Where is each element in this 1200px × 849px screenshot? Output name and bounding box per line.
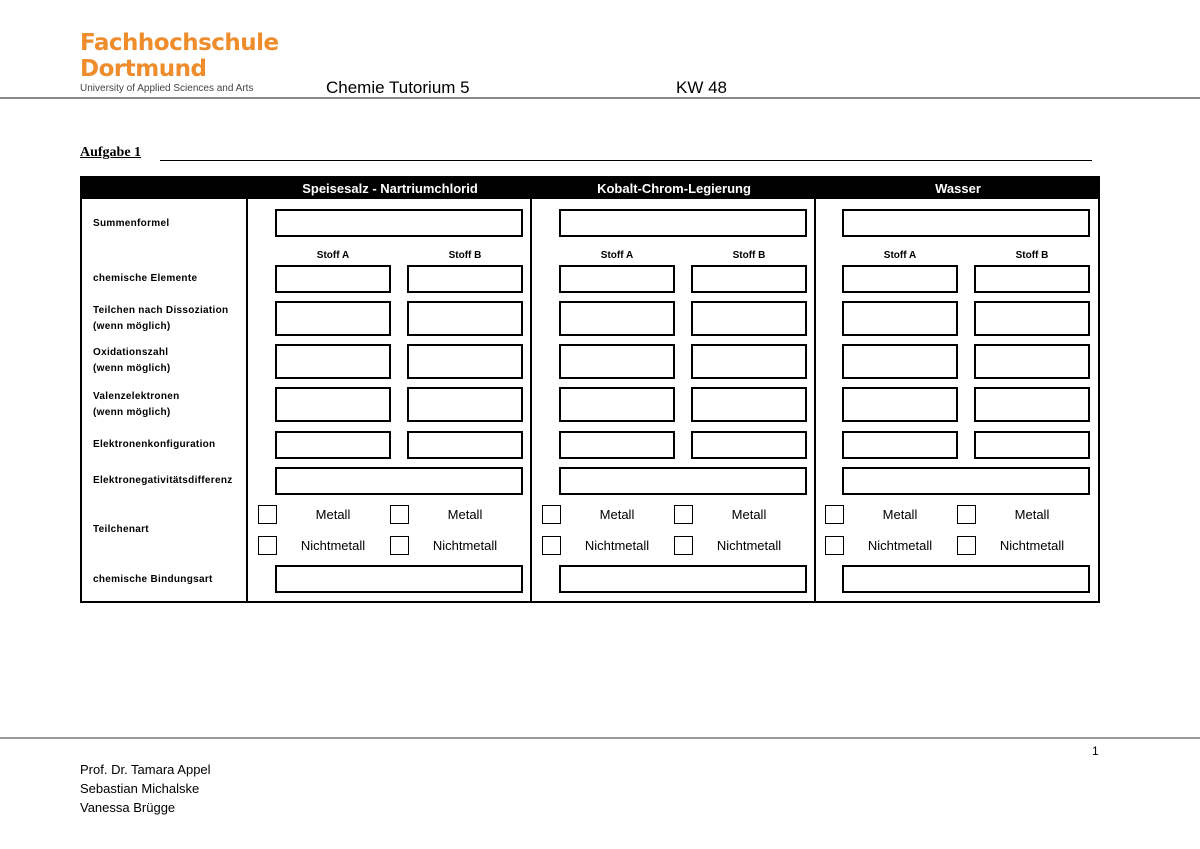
label-metall-a: Metall: [882, 507, 918, 522]
input-konfiguration-b[interactable]: [974, 431, 1090, 459]
label-nichtmetall-a: Nichtmetall: [300, 538, 366, 553]
input-en-differenz[interactable]: [275, 467, 523, 495]
column-divider: [814, 199, 816, 603]
checkbox-nichtmetall-b[interactable]: [390, 536, 409, 555]
checkbox-metall-b[interactable]: [390, 505, 409, 524]
checkbox-metall-b[interactable]: [957, 505, 976, 524]
document-title: Chemie Tutorium 5: [326, 78, 470, 97]
input-oxidation-a[interactable]: [559, 344, 675, 379]
input-oxidation-a[interactable]: [275, 344, 391, 379]
input-bindungsart[interactable]: [842, 565, 1090, 593]
stoff-b-label: Stoff B: [1015, 250, 1049, 261]
logo-line-1: Fachhochschule: [80, 30, 279, 56]
input-valenz-a[interactable]: [842, 387, 958, 422]
checkbox-metall-b[interactable]: [674, 505, 693, 524]
checkbox-metall-a[interactable]: [825, 505, 844, 524]
column-divider: [246, 199, 248, 603]
row-label-valenzelektronen-note: (wenn möglich): [93, 407, 171, 418]
row-label-elemente: chemische Elemente: [93, 273, 198, 284]
input-summenformel[interactable]: [842, 209, 1090, 237]
label-nichtmetall-a: Nichtmetall: [584, 538, 650, 553]
input-bindungsart[interactable]: [559, 565, 807, 593]
input-dissoziation-b[interactable]: [407, 301, 523, 336]
input-konfiguration-a[interactable]: [842, 431, 958, 459]
label-nichtmetall-b: Nichtmetall: [999, 538, 1065, 553]
label-metall-b: Metall: [447, 507, 483, 522]
stoff-a-label: Stoff A: [883, 250, 917, 261]
stoff-a-label: Stoff A: [316, 250, 350, 261]
checkbox-metall-a[interactable]: [542, 505, 561, 524]
input-dissoziation-a[interactable]: [842, 301, 958, 336]
row-label-oxidationszahl: Oxidationszahl: [93, 347, 169, 358]
label-nichtmetall-b: Nichtmetall: [716, 538, 782, 553]
input-valenz-a[interactable]: [559, 387, 675, 422]
row-label-en-differenz: Elektronegativitätsdifferenz: [93, 475, 233, 486]
input-bindungsart[interactable]: [275, 565, 523, 593]
input-summenformel[interactable]: [275, 209, 523, 237]
row-label-dissoziation: Teilchen nach Dissoziation: [93, 305, 229, 316]
logo-subtitle: University of Applied Sciences and Arts: [80, 83, 254, 94]
label-metall-a: Metall: [315, 507, 351, 522]
header-divider: [0, 97, 1200, 99]
label-nichtmetall-a: Nichtmetall: [867, 538, 933, 553]
input-elemente-b[interactable]: [691, 265, 807, 293]
input-en-differenz[interactable]: [559, 467, 807, 495]
task-heading-rule: [160, 160, 1092, 161]
row-label-teilchenart: Teilchenart: [93, 524, 149, 535]
input-oxidation-b[interactable]: [691, 344, 807, 379]
input-oxidation-a[interactable]: [842, 344, 958, 379]
row-label-konfiguration: Elektronenkonfiguration: [93, 439, 216, 450]
input-dissoziation-b[interactable]: [974, 301, 1090, 336]
input-dissoziation-a[interactable]: [559, 301, 675, 336]
row-label-bindungsart: chemische Bindungsart: [93, 574, 213, 585]
input-valenz-b[interactable]: [974, 387, 1090, 422]
input-oxidation-b[interactable]: [974, 344, 1090, 379]
input-konfiguration-b[interactable]: [407, 431, 523, 459]
input-elemente-b[interactable]: [407, 265, 523, 293]
row-label-valenzelektronen: Valenzelektronen: [93, 391, 180, 402]
checkbox-nichtmetall-a[interactable]: [542, 536, 561, 555]
author-name: Prof. Dr. Tamara Appel: [80, 762, 211, 777]
checkbox-nichtmetall-b[interactable]: [957, 536, 976, 555]
input-summenformel[interactable]: [559, 209, 807, 237]
row-label-dissoziation-note: (wenn möglich): [93, 321, 171, 332]
author-name: Sebastian Michalske: [80, 781, 200, 796]
input-elemente-a[interactable]: [559, 265, 675, 293]
column-header-wasser: Wasser: [935, 181, 981, 196]
stoff-a-label: Stoff A: [600, 250, 634, 261]
input-dissoziation-a[interactable]: [275, 301, 391, 336]
input-valenz-a[interactable]: [275, 387, 391, 422]
page-number: 1: [1092, 744, 1099, 758]
checkbox-nichtmetall-a[interactable]: [258, 536, 277, 555]
column-header-kobalt-chrom: Kobalt-Chrom-Legierung: [597, 181, 751, 196]
row-label-oxidationszahl-note: (wenn möglich): [93, 363, 171, 374]
label-metall-b: Metall: [1014, 507, 1050, 522]
label-nichtmetall-b: Nichtmetall: [432, 538, 498, 553]
input-valenz-b[interactable]: [691, 387, 807, 422]
checkbox-nichtmetall-b[interactable]: [674, 536, 693, 555]
column-divider: [530, 199, 532, 603]
input-oxidation-b[interactable]: [407, 344, 523, 379]
input-elemente-a[interactable]: [842, 265, 958, 293]
checkbox-metall-a[interactable]: [258, 505, 277, 524]
input-en-differenz[interactable]: [842, 467, 1090, 495]
input-elemente-b[interactable]: [974, 265, 1090, 293]
stoff-b-label: Stoff B: [448, 250, 482, 261]
logo-line-2: Dortmund: [80, 56, 207, 82]
label-metall-a: Metall: [599, 507, 635, 522]
input-valenz-b[interactable]: [407, 387, 523, 422]
label-metall-b: Metall: [731, 507, 767, 522]
footer-divider: [0, 737, 1200, 739]
calendar-week: KW 48: [676, 78, 728, 97]
input-konfiguration-a[interactable]: [275, 431, 391, 459]
task-heading: Aufgabe 1: [80, 145, 142, 160]
row-label-summenformel: Summenformel: [93, 218, 170, 229]
input-konfiguration-b[interactable]: [691, 431, 807, 459]
author-name: Vanessa Brügge: [80, 800, 176, 815]
checkbox-nichtmetall-a[interactable]: [825, 536, 844, 555]
stoff-b-label: Stoff B: [732, 250, 766, 261]
input-konfiguration-a[interactable]: [559, 431, 675, 459]
input-elemente-a[interactable]: [275, 265, 391, 293]
input-dissoziation-b[interactable]: [691, 301, 807, 336]
column-header-speisesalz: Speisesalz - Nartriumchlorid: [302, 181, 478, 196]
